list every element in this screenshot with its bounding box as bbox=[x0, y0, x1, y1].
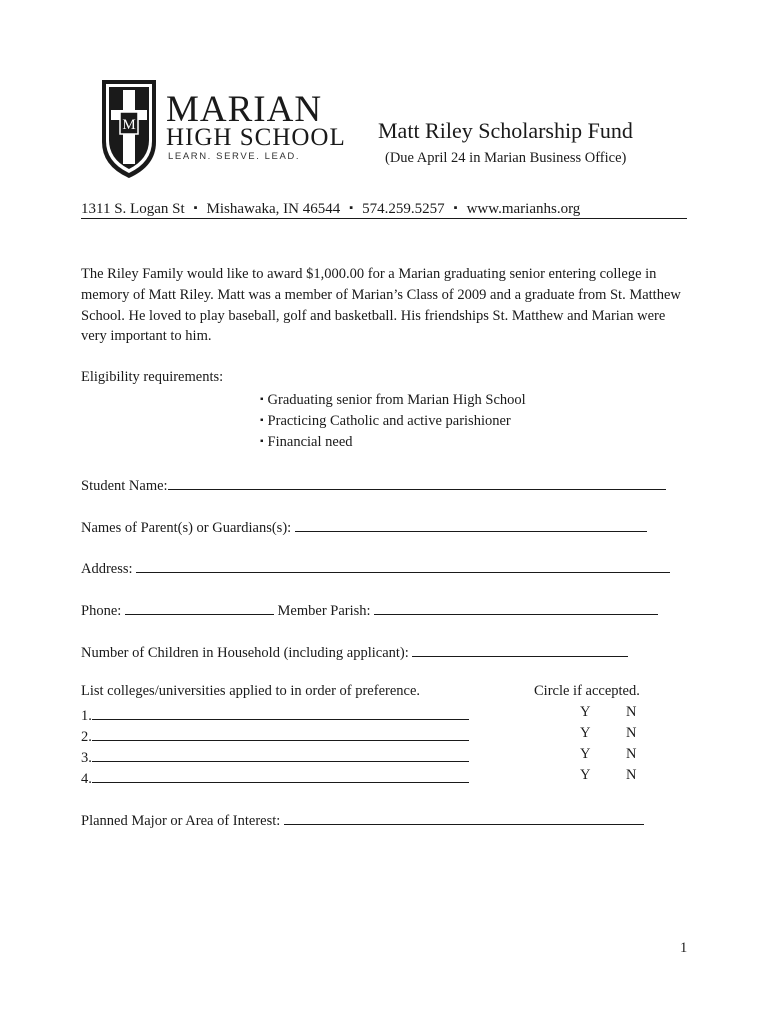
contact-line bbox=[81, 199, 687, 219]
parents-field[interactable] bbox=[295, 516, 647, 532]
eligibility-item: ▪ Financial need bbox=[260, 432, 526, 453]
college-number: 2. bbox=[81, 729, 92, 745]
address-label: Address: bbox=[81, 561, 133, 577]
major-row bbox=[81, 809, 644, 830]
shield-letter: M bbox=[122, 117, 136, 133]
logo-name: MARIAN bbox=[166, 89, 323, 130]
accepted-no[interactable]: N bbox=[626, 767, 637, 783]
street-address: 1311 S. Logan St bbox=[81, 201, 185, 217]
parish-label: Member Parish: bbox=[277, 603, 371, 619]
colleges-label: List colleges/universities applied to in order of preference. bbox=[81, 683, 421, 699]
children-field[interactable] bbox=[412, 641, 628, 657]
major-label: Planned Major or Area of Interest: bbox=[81, 813, 281, 829]
phone-parish-row bbox=[81, 599, 658, 620]
page-subtitle: (Due April 24 in Marian Business Office) bbox=[385, 150, 627, 166]
student-name-field[interactable] bbox=[168, 474, 666, 490]
college-row bbox=[81, 704, 469, 725]
page-number: 1 bbox=[680, 940, 688, 956]
eligibility-label: Eligibility requirements: bbox=[81, 369, 224, 385]
website-link[interactable]: www.marianhs.org bbox=[466, 201, 581, 217]
major-field[interactable] bbox=[284, 809, 644, 825]
eligibility-list bbox=[260, 390, 526, 452]
student-name-row bbox=[81, 474, 666, 495]
eligibility-item: ▪ Practicing Catholic and active parishioner bbox=[260, 411, 526, 432]
phone-label: Phone: bbox=[81, 603, 122, 619]
accepted-no[interactable]: N bbox=[626, 746, 637, 762]
separator: ▪ bbox=[349, 202, 354, 214]
accepted-yes[interactable]: Y bbox=[580, 704, 591, 720]
college-field[interactable] bbox=[92, 704, 469, 720]
accepted-yes[interactable]: Y bbox=[580, 767, 591, 783]
children-row bbox=[81, 641, 628, 662]
page-title: Matt Riley Scholarship Fund bbox=[378, 118, 633, 143]
parish-field[interactable] bbox=[374, 599, 658, 615]
accepted-no[interactable]: N bbox=[626, 704, 637, 720]
logo-tagline: LEARN. SERVE. LEAD. bbox=[168, 151, 301, 162]
college-field[interactable] bbox=[92, 746, 469, 762]
separator: ▪ bbox=[453, 202, 458, 214]
address-field[interactable] bbox=[136, 557, 670, 573]
college-number: 4. bbox=[81, 771, 92, 787]
college-row bbox=[81, 725, 469, 746]
city-address: Mishawaka, IN 46544 bbox=[206, 201, 341, 217]
separator: ▪ bbox=[193, 202, 198, 214]
eligibility-item: ▪ Graduating senior from Marian High School bbox=[260, 390, 526, 411]
college-field[interactable] bbox=[92, 767, 469, 783]
college-field[interactable] bbox=[92, 725, 469, 741]
parents-label: Names of Parent(s) or Guardians(s): bbox=[81, 520, 292, 536]
phone-field[interactable] bbox=[125, 599, 274, 615]
parents-row bbox=[81, 516, 647, 537]
accepted-yes[interactable]: Y bbox=[580, 725, 591, 741]
accepted-no[interactable]: N bbox=[626, 725, 637, 741]
student-name-label: Student Name: bbox=[81, 478, 168, 494]
address-row bbox=[81, 557, 670, 578]
college-row bbox=[81, 767, 469, 788]
phone-number: 574.259.5257 bbox=[362, 201, 445, 217]
circle-label: Circle if accepted. bbox=[534, 683, 640, 699]
children-label: Number of Children in Household (including applicant): bbox=[81, 645, 409, 661]
accepted-yes[interactable]: Y bbox=[580, 746, 591, 762]
college-number: 3. bbox=[81, 750, 92, 766]
college-number: 1. bbox=[81, 708, 92, 724]
college-row bbox=[81, 746, 469, 767]
logo-school: HIGH SCHOOL bbox=[166, 124, 346, 151]
intro-paragraph: The Riley Family would like to award $1,000.00 for a Marian graduating senior entering college in memory of Matt Riley. Matt was a member of Marian’s Class of 2009 and a graduate from St. Matthew School. He loved to play baseball, golf and basketball. His friendships St. Matthew and Marian were very important to him. bbox=[81, 266, 681, 345]
